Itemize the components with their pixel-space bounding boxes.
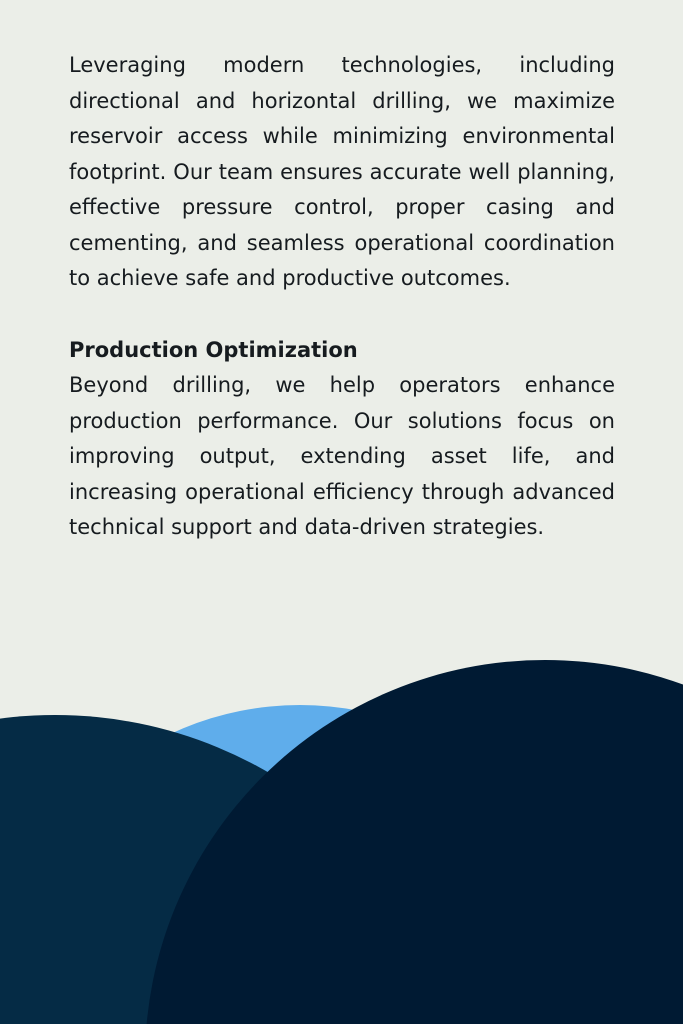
section-heading: Production Optimization xyxy=(69,337,358,362)
section-paragraph: Beyond drilling, we help operators enhance production performance. Our solutions focus on improving output, extending asset life, and increasing operational efficiency through advanced technical support and data-driven strategies. xyxy=(69,373,615,539)
intro-paragraph: Leveraging modern technologies, including directional and horizontal drilling, we maximize reservoir access while minimizing environmental footprint. Our team ensures accurate well planning, effective pressure control, proper casing and cementing, and seamless operational coordination to achieve safe and productive outcomes. xyxy=(69,53,615,290)
document-body xyxy=(69,48,615,546)
